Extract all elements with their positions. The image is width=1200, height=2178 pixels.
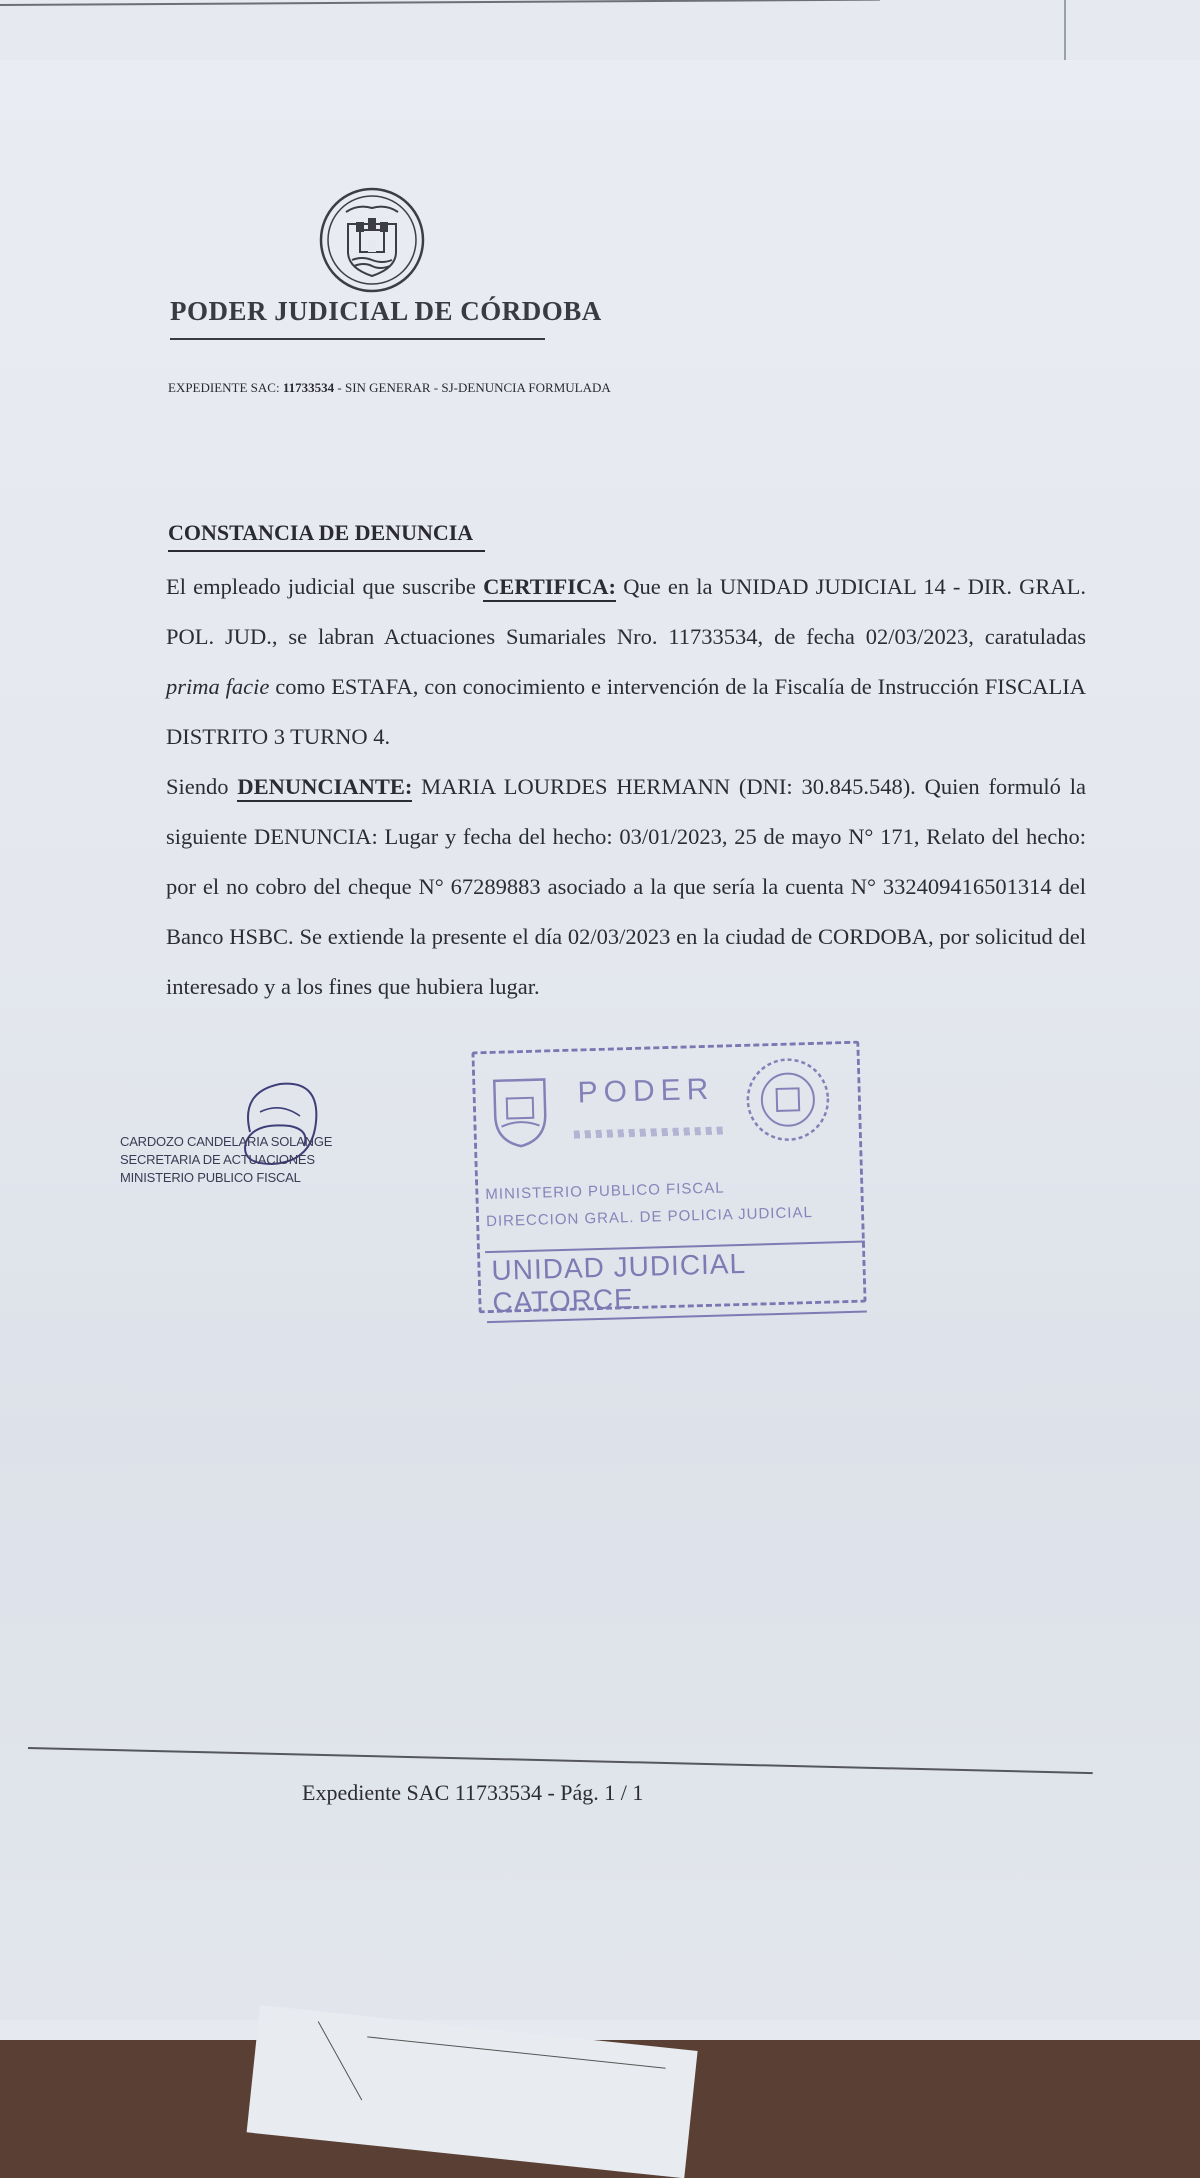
p2-text-a: Siendo [166, 774, 238, 799]
stamp-direction: DIRECCION GRAL. DE POLICIA JUDICIAL [485, 1204, 814, 1231]
page-footer: Expediente SAC 11733534 - Pág. 1 / 1 [302, 1780, 644, 1805]
expediente-header [168, 380, 611, 396]
stamp-seal-right-icon [742, 1053, 834, 1145]
signer-office: MINISTERIO PUBLICO FISCAL [120, 1170, 301, 1185]
denunciante-keyword: DENUNCIANTE: [237, 774, 412, 802]
p1-text-a: El empleado judicial que suscribe [166, 574, 484, 599]
document-page [0, 60, 1200, 2020]
paragraph-denunciante [166, 762, 1086, 1012]
stamp-unit: UNIDAD JUDICIAL CATORCE [485, 1241, 867, 1324]
stamp-seal-left-icon [484, 1069, 556, 1151]
org-name-underline [170, 338, 545, 340]
document-body [166, 562, 1086, 1012]
official-stamp [471, 1041, 866, 1318]
org-name: PODER JUDICIAL DE CÓRDOBA [170, 296, 602, 326]
expediente-suffix: - SIN GENERAR - SJ-DENUNCIA FORMULADA [334, 380, 611, 395]
expediente-prefix: EXPEDIENTE SAC: [168, 380, 283, 395]
signer-name: CARDOZO CANDELARIA SOLANGE [120, 1134, 333, 1149]
p1-text-c: como ESTAFA, con conocimiento e intervención de la Fiscalía de Instrucción FISCALIA DISTRITO 3 TURNO 4. [166, 674, 1086, 749]
document-title: CONSTANCIA DE DENUNCIA [168, 520, 485, 552]
stamp-title: PODER [577, 1072, 715, 1110]
stamp-ministry: MINISTERIO PUBLICO FISCAL [485, 1179, 725, 1204]
signer-role: SECRETARIA DE ACTUACIONES [120, 1152, 315, 1167]
signature-block [120, 1072, 370, 1192]
expediente-number: 11733534 [282, 380, 335, 395]
prima-facie-italic: prima facie [166, 674, 270, 699]
p2-text-b: MARIA LOURDES HERMANN (DNI: 30.845.548). Quien formuló la siguiente DENUNCIA: Lugar y fecha del hecho: 03/01/2023, 25 de mayo N° 171, Relato del hecho: por el no cobro del cheque N° 67289883 asociado a la que sería la cuenta N° 332409416501314 del Banco HSBC. Se extiende la presente el día 02/03/2023 en la ciudad de CORDOBA, por solicitud del interesado y a los fines que hubiera lugar. [166, 774, 1086, 999]
coat-of-arms-logo [318, 186, 426, 294]
top-rule [0, 0, 880, 6]
p1-text-b: Que en la UNIDAD JUDICIAL 14 - DIR. GRAL. POL. JUD., se labran Actuaciones Sumariales Nro. 11733534, de fecha 02/03/2023, caratuladas [166, 574, 1086, 649]
certifica-keyword: CERTIFICA: [483, 574, 616, 602]
paragraph-certifica [166, 562, 1086, 762]
